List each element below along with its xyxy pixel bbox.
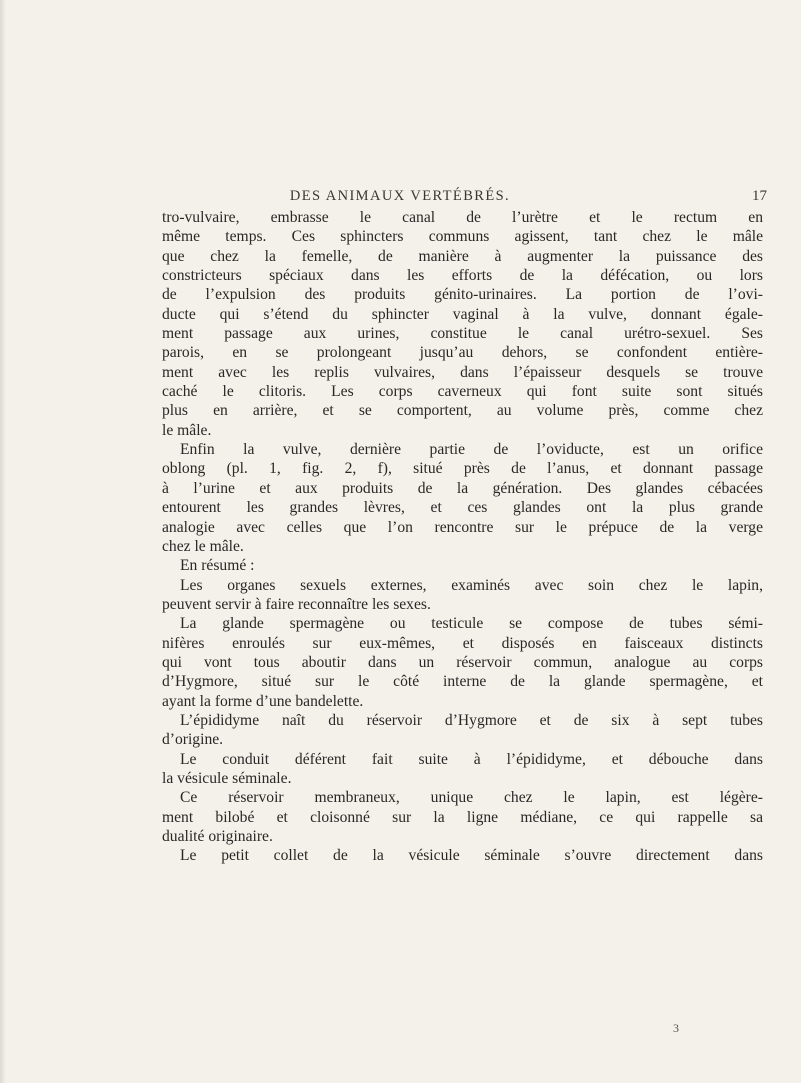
text-line: dualité originaire. [162,828,273,845]
text-line: que chez la femelle, de manière à augmenter la puissance des [162,247,763,265]
text-line: parois, en se prolongeant jusqu’au dehors, se confondent entière- [162,344,763,362]
text-line: constricteurs spéciaux dans les efforts de la défécation, ou lors [162,267,763,285]
body-text [162,208,763,866]
text-line: peuvent servir à faire reconnaître les sexes. [162,595,431,613]
page-number: 17 [752,188,767,204]
text-line: d’Hygmore, situé sur le côté interne de la glande spermagène, et [162,673,763,691]
text-line: chez le mâle. [162,537,244,555]
running-title: DES ANIMAUX VERTÉBRÉS. [289,188,511,204]
text-line: tro-vulvaire, embrasse le canal de l’urètre et le rectum en [162,209,763,226]
paragraph-first-line: Le conduit déférent fait suite à l’épididyme, et débouche dans [180,750,763,768]
page-edge-shadow [0,0,6,1083]
paragraph-first-line: Ce réservoir membraneux, unique chez le lapin, est légère- [180,789,763,807]
text-line: plus en arrière, et se comportent, au volume près, comme chez [162,402,763,420]
text-line: ayant la forme d’une bandelette. [162,692,364,710]
paragraph-first-line: Enfin la vulve, dernière partie de l’oviducte, est un orifice [180,441,763,459]
paragraph-first-line: La glande spermagène ou testicule se compose de tubes sémi- [180,615,763,633]
paragraph-first-line: Le petit collet de la vésicule séminale s’ouvre directement dans [180,847,763,865]
paragraph-first-line: En résumé : [180,557,255,575]
text-line: qui vont tous aboutir dans un réservoir commun, analogue au corps [162,653,763,671]
text-line: ment avec les replis vulvaires, dans l’épaisseur desquels se trouve [162,363,763,381]
text-line: nifères enroulés sur eux-mêmes, et disposés en faisceaux distincts [162,634,763,652]
text-line: analogie avec celles que l’on rencontre sur le prépuce de la verge [162,518,763,536]
text-line: caché le clitoris. Les corps caverneux qui font suite sont situés [162,383,763,401]
text-line: à l’urine et aux produits de la génération. Des glandes cébacées [162,479,763,497]
text-line: de l’expulsion des produits génito-urinaires. La portion de l’ovi- [162,286,763,304]
text-line: oblong (pl. 1, fig. 2, f), situé près de l’anus, et donnant passage [162,460,763,478]
text-line: même temps. Ces sphincters communs agissent, tant chez le mâle [162,228,763,246]
text-line: la vésicule séminale. [162,769,292,787]
text-line: ment bilobé et cloisonné sur la ligne médiane, ce qui rappelle sa [162,808,763,826]
text-line: d’origine. [162,731,224,749]
text-line: ment passage aux urines, constitue le canal urétro-sexuel. Ses [162,325,763,343]
text-line: ducte qui s’étend du sphincter vaginal à la vulve, donnant égale- [162,305,763,323]
paragraph-first-line: L’épididyme naît du réservoir d’Hygmore et de six à sept tubes [180,711,763,729]
paragraph-first-line: Les organes sexuels externes, examinés avec soin chez le lapin, [180,576,763,594]
text-line: le mâle. [162,421,212,439]
signature-mark: 3 [673,1021,679,1035]
text-line: entourent les grandes lèvres, et ces glandes ont la plus grande [162,499,763,517]
